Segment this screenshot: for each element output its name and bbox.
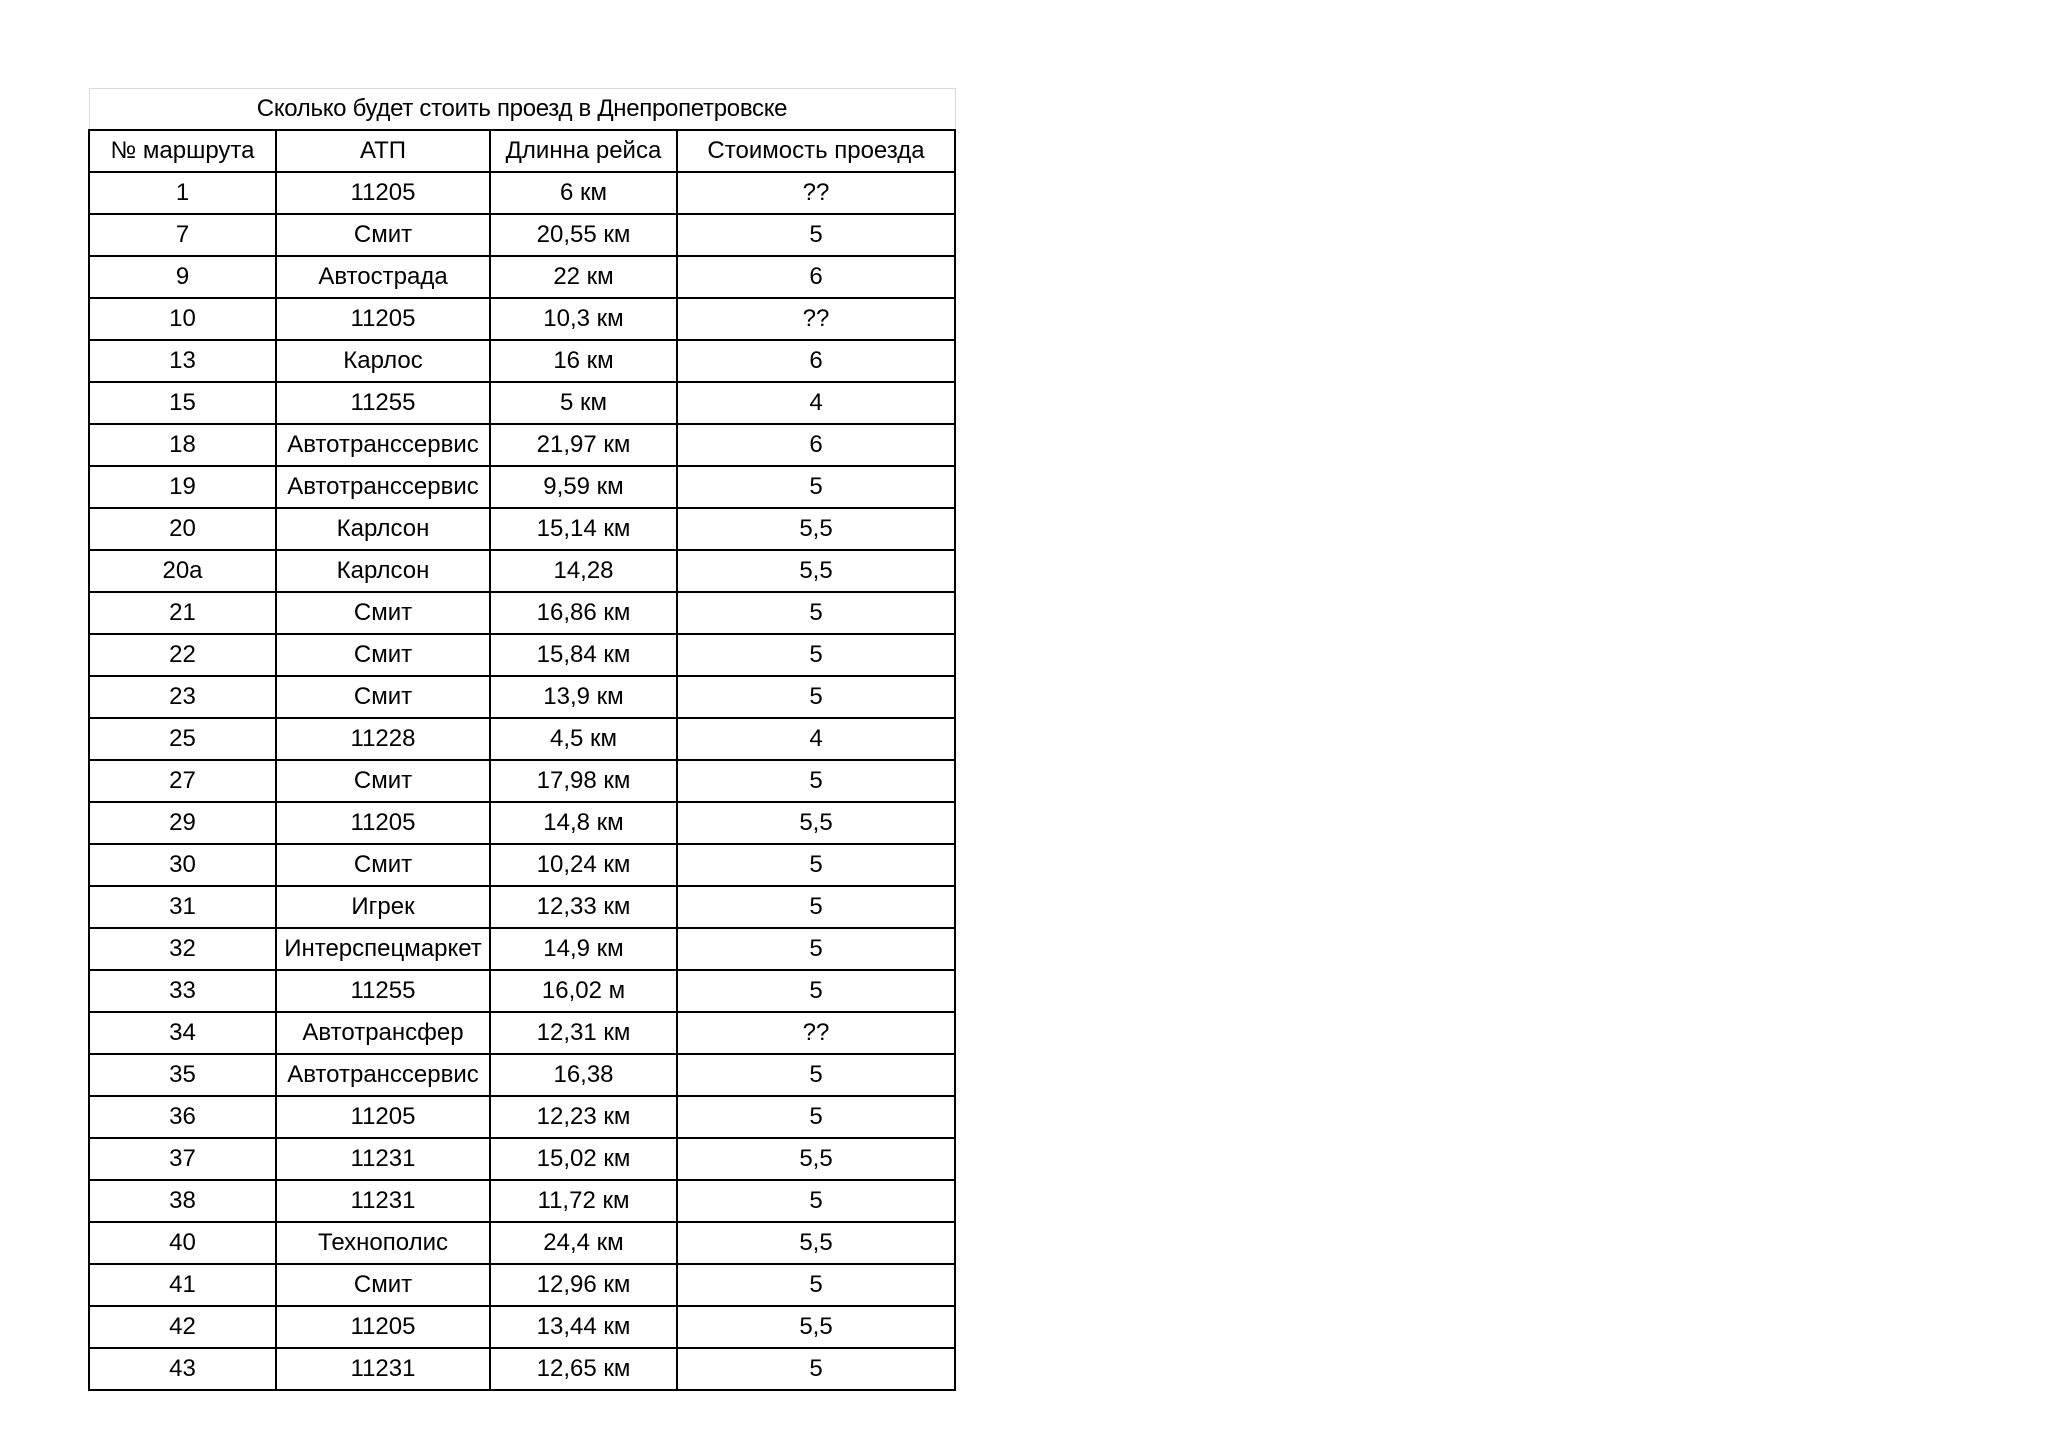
cell-route-number[interactable]: 13 — [89, 340, 276, 382]
cell-fare[interactable]: 4 — [677, 382, 955, 424]
cell-route-number[interactable]: 15 — [89, 382, 276, 424]
table-row — [89, 592, 955, 634]
cell-fare[interactable]: ?? — [677, 298, 955, 340]
cell-fare[interactable]: 5 — [677, 634, 955, 676]
cell-route-length[interactable]: 14,28 — [490, 550, 677, 592]
cell-route-length[interactable]: 12,96 км — [490, 1264, 677, 1306]
table-row — [89, 298, 955, 340]
table-row — [89, 1222, 955, 1264]
cell-route-length[interactable]: 14,8 км — [490, 802, 677, 844]
table-row — [89, 466, 955, 508]
cell-operator[interactable]: 11255 — [276, 382, 490, 424]
table-row — [89, 676, 955, 718]
cell-operator[interactable]: 11205 — [276, 802, 490, 844]
cell-route-number[interactable]: 18 — [89, 424, 276, 466]
cell-route-length[interactable]: 11,72 км — [490, 1180, 677, 1222]
cell-operator[interactable]: Смит — [276, 676, 490, 718]
cell-operator[interactable]: 11205 — [276, 298, 490, 340]
cell-route-length[interactable]: 24,4 км — [490, 1222, 677, 1264]
cell-route-number[interactable]: 38 — [89, 1180, 276, 1222]
cell-fare[interactable]: ?? — [677, 172, 955, 214]
header-operator[interactable]: АТП — [276, 130, 490, 172]
table-row — [89, 760, 955, 802]
cell-route-length[interactable]: 22 км — [490, 256, 677, 298]
cell-route-length[interactable]: 16,86 км — [490, 592, 677, 634]
cell-operator[interactable]: 11205 — [276, 1306, 490, 1348]
cell-fare[interactable]: 5,5 — [677, 1138, 955, 1180]
cell-operator[interactable]: Смит — [276, 760, 490, 802]
cell-operator[interactable]: Карлос — [276, 340, 490, 382]
cell-route-length[interactable]: 12,65 км — [490, 1348, 677, 1390]
cell-route-number[interactable]: 25 — [89, 718, 276, 760]
cell-fare[interactable]: 5 — [677, 1264, 955, 1306]
cell-route-number[interactable]: 41 — [89, 1264, 276, 1306]
cell-operator[interactable]: Интерспецмаркет — [276, 928, 490, 970]
table-row — [89, 970, 955, 1012]
cell-fare[interactable]: 5 — [677, 1096, 955, 1138]
header-route-number[interactable]: № маршрута — [89, 130, 276, 172]
table-row — [89, 802, 955, 844]
table-header-row — [89, 130, 955, 172]
cell-route-number[interactable]: 20а — [89, 550, 276, 592]
cell-fare[interactable]: 5 — [677, 928, 955, 970]
cell-operator[interactable]: Смит — [276, 592, 490, 634]
cell-operator[interactable]: 11205 — [276, 172, 490, 214]
cell-operator[interactable]: 11205 — [276, 1096, 490, 1138]
cell-route-number[interactable]: 29 — [89, 802, 276, 844]
cell-route-length[interactable]: 15,02 км — [490, 1138, 677, 1180]
cell-route-length[interactable]: 12,33 км — [490, 886, 677, 928]
cell-route-length[interactable]: 15,14 км — [490, 508, 677, 550]
cell-route-length[interactable]: 16,38 — [490, 1054, 677, 1096]
cell-fare[interactable]: 5 — [677, 592, 955, 634]
cell-route-number[interactable]: 21 — [89, 592, 276, 634]
cell-route-number[interactable]: 36 — [89, 1096, 276, 1138]
header-fare[interactable]: Стоимость проезда — [677, 130, 955, 172]
cell-fare[interactable]: 5 — [677, 970, 955, 1012]
table-row — [89, 508, 955, 550]
cell-route-length[interactable]: 13,44 км — [490, 1306, 677, 1348]
cell-route-number[interactable]: 1 — [89, 172, 276, 214]
cell-fare[interactable]: 6 — [677, 424, 955, 466]
cell-fare[interactable]: 5 — [677, 1054, 955, 1096]
table-row — [89, 1054, 955, 1096]
cell-route-number[interactable]: 22 — [89, 634, 276, 676]
cell-operator[interactable]: 11231 — [276, 1348, 490, 1390]
cell-route-length[interactable]: 12,23 км — [490, 1096, 677, 1138]
table-row — [89, 1012, 955, 1054]
header-route-length[interactable]: Длинна рейса — [490, 130, 677, 172]
cell-fare[interactable]: 5,5 — [677, 1306, 955, 1348]
fares-table — [88, 88, 956, 1391]
cell-route-length[interactable]: 5 км — [490, 382, 677, 424]
table-row — [89, 1096, 955, 1138]
table-row — [89, 718, 955, 760]
cell-fare[interactable]: 6 — [677, 256, 955, 298]
cell-route-length[interactable]: 4,5 км — [490, 718, 677, 760]
cell-route-number[interactable]: 34 — [89, 1012, 276, 1054]
cell-route-length[interactable]: 16 км — [490, 340, 677, 382]
cell-route-length[interactable]: 9,59 км — [490, 466, 677, 508]
cell-fare[interactable]: 5 — [677, 1348, 955, 1390]
cell-fare[interactable]: 5,5 — [677, 802, 955, 844]
cell-operator[interactable]: Смит — [276, 634, 490, 676]
cell-route-number[interactable]: 23 — [89, 676, 276, 718]
cell-route-number[interactable]: 40 — [89, 1222, 276, 1264]
cell-fare[interactable]: 5 — [677, 676, 955, 718]
cell-route-number[interactable]: 37 — [89, 1138, 276, 1180]
cell-route-length[interactable]: 12,31 км — [490, 1012, 677, 1054]
cell-fare[interactable]: 5 — [677, 1180, 955, 1222]
cell-route-length[interactable]: 6 км — [490, 172, 677, 214]
cell-operator[interactable]: 11231 — [276, 1180, 490, 1222]
cell-route-number[interactable]: 27 — [89, 760, 276, 802]
table-row — [89, 172, 955, 214]
cell-route-number[interactable]: 42 — [89, 1306, 276, 1348]
cell-route-number[interactable]: 10 — [89, 298, 276, 340]
cell-operator[interactable]: Смит — [276, 844, 490, 886]
cell-fare[interactable]: 5,5 — [677, 508, 955, 550]
cell-route-length[interactable]: 17,98 км — [490, 760, 677, 802]
cell-route-number[interactable]: 9 — [89, 256, 276, 298]
table-row — [89, 1138, 955, 1180]
cell-operator[interactable]: Автотранссервис — [276, 466, 490, 508]
cell-operator[interactable]: 11231 — [276, 1138, 490, 1180]
table-row — [89, 1264, 955, 1306]
cell-route-number[interactable]: 32 — [89, 928, 276, 970]
cell-route-length[interactable]: 14,9 км — [490, 928, 677, 970]
table-row — [89, 550, 955, 592]
cell-fare[interactable]: 5 — [677, 844, 955, 886]
cell-route-number[interactable]: 7 — [89, 214, 276, 256]
cell-fare[interactable]: 5,5 — [677, 550, 955, 592]
table-row — [89, 382, 955, 424]
cell-fare[interactable]: 5 — [677, 886, 955, 928]
table-row — [89, 844, 955, 886]
cell-route-number[interactable]: 35 — [89, 1054, 276, 1096]
table-title-row — [89, 89, 955, 131]
cell-route-number[interactable]: 30 — [89, 844, 276, 886]
cell-fare[interactable]: 4 — [677, 718, 955, 760]
cell-fare[interactable]: 5 — [677, 760, 955, 802]
cell-route-length[interactable]: 10,24 км — [490, 844, 677, 886]
cell-operator[interactable]: 11255 — [276, 970, 490, 1012]
cell-operator[interactable]: Автотранссервис — [276, 424, 490, 466]
table-row — [89, 214, 955, 256]
cell-operator[interactable]: Технополис — [276, 1222, 490, 1264]
cell-operator[interactable]: 11228 — [276, 718, 490, 760]
cell-operator[interactable]: Смит — [276, 214, 490, 256]
cell-route-number[interactable]: 33 — [89, 970, 276, 1012]
cell-fare[interactable]: ?? — [677, 1012, 955, 1054]
cell-route-length[interactable]: 16,02 м — [490, 970, 677, 1012]
spreadsheet-sheet — [88, 88, 956, 1391]
cell-route-number[interactable]: 31 — [89, 886, 276, 928]
cell-fare[interactable]: 5 — [677, 214, 955, 256]
cell-route-length[interactable]: 13,9 км — [490, 676, 677, 718]
table-row — [89, 1306, 955, 1348]
cell-operator[interactable]: Карлсон — [276, 550, 490, 592]
table-row — [89, 1348, 955, 1390]
table-title[interactable]: Сколько будет стоить проезд в Днепропетровске — [89, 89, 955, 131]
table-body — [89, 172, 955, 1390]
cell-route-number[interactable]: 19 — [89, 466, 276, 508]
cell-operator[interactable]: Автотрансфер — [276, 1012, 490, 1054]
cell-fare[interactable]: 6 — [677, 340, 955, 382]
cell-fare[interactable]: 5,5 — [677, 1222, 955, 1264]
cell-route-length[interactable]: 15,84 км — [490, 634, 677, 676]
cell-route-number[interactable]: 20 — [89, 508, 276, 550]
cell-operator[interactable]: Смит — [276, 1264, 490, 1306]
table-row — [89, 256, 955, 298]
cell-route-length[interactable]: 20,55 км — [490, 214, 677, 256]
cell-route-number[interactable]: 43 — [89, 1348, 276, 1390]
cell-operator[interactable]: Автострада — [276, 256, 490, 298]
cell-operator[interactable]: Карлсон — [276, 508, 490, 550]
table-row — [89, 340, 955, 382]
cell-operator[interactable]: Игрек — [276, 886, 490, 928]
table-row — [89, 928, 955, 970]
table-row — [89, 634, 955, 676]
table-row — [89, 886, 955, 928]
cell-route-length[interactable]: 21,97 км — [490, 424, 677, 466]
cell-route-length[interactable]: 10,3 км — [490, 298, 677, 340]
cell-fare[interactable]: 5 — [677, 466, 955, 508]
table-row — [89, 424, 955, 466]
table-row — [89, 1180, 955, 1222]
cell-operator[interactable]: Автотранссервис — [276, 1054, 490, 1096]
